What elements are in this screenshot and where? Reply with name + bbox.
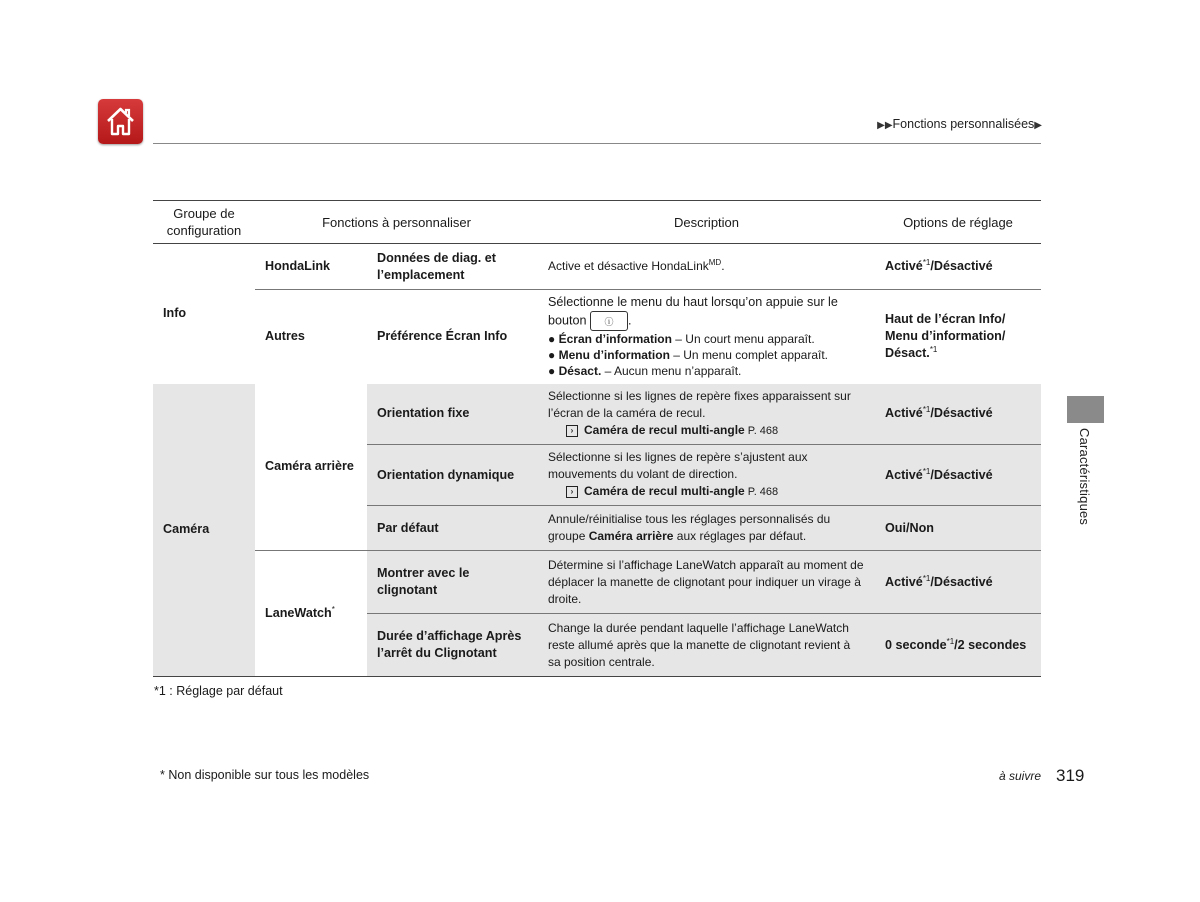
page-reference[interactable]: › Caméra de recul multi-angle P. 468 — [548, 483, 865, 501]
header-group: Groupe de configuration — [153, 201, 255, 244]
feature-show-with-signal: Montrer avec le clignotant — [367, 551, 538, 614]
table-row — [153, 244, 1041, 290]
group-info: Info — [163, 306, 187, 321]
header-divider — [153, 143, 1041, 144]
description-cell: Annule/réinitialise tous les réglages personnalisés du groupe Caméra arrière aux réglages par défaut. — [538, 506, 875, 551]
subgroup-rear-camera: Caméra arrière — [265, 459, 354, 474]
feature-dynamic-guideline: Orientation dynamique — [367, 445, 538, 506]
feature-fixed-guideline: Orientation fixe — [367, 384, 538, 445]
settings-table — [153, 200, 1041, 677]
description-cell — [538, 445, 875, 506]
breadcrumb-arrows: ▶▶ — [877, 120, 893, 131]
description-end: . — [721, 259, 725, 273]
subgroup-lanewatch: LaneWatch* — [255, 551, 367, 677]
options-cell: Activé$^{*1}$/Désactivé — [875, 551, 1041, 614]
option-on: Activé — [885, 259, 923, 273]
options-cell — [875, 244, 1041, 290]
option-line: Désact. — [885, 346, 930, 361]
group-camera: Caméra — [153, 384, 255, 677]
section-tab-label: Caractéristiques — [1077, 428, 1092, 526]
options-cell: Oui/Non — [875, 506, 1041, 551]
description-cell: Change la durée pendant laquelle l’affichage LaneWatch reste allumé après que la manette de clignotant revient à sa position centrale. — [538, 614, 875, 677]
list-item: ● Écran d’information – Un court menu apparaît. — [548, 332, 815, 347]
reference-icon: › — [566, 425, 578, 437]
default-marker: *1 — [929, 345, 938, 355]
table-header-row — [153, 201, 1041, 244]
description-text: Active et désactive HondaLink — [548, 259, 709, 273]
description-text: Sélectionne si les lignes de repère s’ajustent aux mouvements du volant de direction. — [548, 450, 808, 481]
feature-diag-location: Données de diag. et l’emplacement — [377, 250, 496, 282]
options-cell: 0 seconde$^{*1}$/2 secondes — [875, 614, 1041, 677]
options-cell: Activé$^{*1}$/Désactivé — [875, 384, 1041, 445]
breadcrumb-text: Fonctions personnalisées — [892, 117, 1035, 131]
options-cell: Activé$^{*1}$/Désactivé — [875, 445, 1041, 506]
feature-info-screen-pref: Préférence Écran Info — [367, 290, 538, 384]
options-cell — [875, 290, 1041, 384]
description-cell — [538, 290, 875, 384]
header-description: Description — [538, 201, 875, 244]
reference-icon: › — [566, 486, 578, 498]
header-functions: Fonctions à personnaliser — [255, 201, 538, 244]
continue-label: à suivre — [999, 769, 1042, 783]
description-text: Sélectionne le menu du haut lorsqu’on appuie sur le bouton — [548, 295, 838, 328]
description-cell — [538, 384, 875, 445]
default-marker: *1 — [922, 257, 931, 267]
section-tab[interactable] — [1067, 396, 1104, 423]
header-options: Options de réglage — [875, 201, 1041, 244]
description-text: Sélectionne si les lignes de repère fixes apparaissent sur l’écran de la caméra de recul. — [548, 388, 851, 420]
option-line: Menu d’information/ — [885, 329, 1006, 344]
footnote-models: * Non disponible sur tous les modèles — [160, 768, 370, 782]
subgroup-autres: Autres — [255, 290, 367, 384]
page-reference[interactable]: › Caméra de recul multi-angle P. 468 — [548, 422, 865, 440]
description-cell: Détermine si l’affichage LaneWatch apparaît au moment de déplacer la manette de clignotant pour indiquer un virage à droite. — [538, 551, 875, 614]
info-button-icon: ⓘ — [590, 311, 628, 331]
option-line: Haut de l’écran Info/ — [885, 312, 1006, 327]
feature-default: Par défaut — [367, 506, 538, 551]
table-row — [153, 551, 1041, 614]
breadcrumb-end-arrow: ▶ — [1034, 120, 1042, 131]
table-row — [153, 384, 1041, 445]
description-cell — [538, 244, 875, 290]
list-item: ● Désact. – Aucun menu n’apparaît. — [548, 364, 742, 379]
footnote-default: *1 : Réglage par défaut — [154, 684, 283, 698]
trademark-sup: MD — [708, 258, 722, 267]
home-icon — [104, 105, 137, 138]
home-button[interactable] — [98, 99, 143, 144]
table-row — [153, 290, 1041, 384]
page-number: 319 — [1056, 766, 1085, 785]
subgroup-hondalink: HondaLink — [265, 259, 331, 273]
option-off: /Désactivé — [930, 259, 993, 273]
description-end: . — [628, 313, 632, 328]
list-item: ● Menu d’information – Un menu complet apparaît. — [548, 348, 829, 363]
breadcrumb[interactable] — [877, 117, 1042, 131]
feature-display-duration: Durée d’affichage Après l’arrêt du Clignotant — [367, 614, 538, 677]
